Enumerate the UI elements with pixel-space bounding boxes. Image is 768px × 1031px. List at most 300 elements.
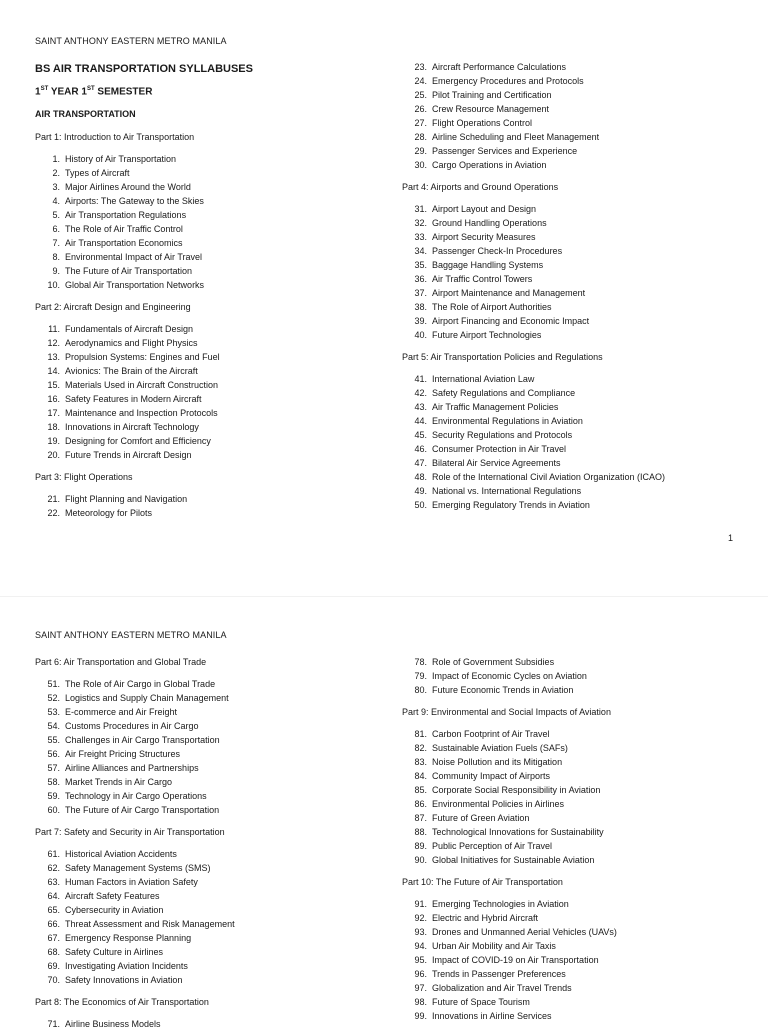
list-item — [35, 775, 395, 789]
list-item — [35, 322, 395, 336]
page-separator — [0, 580, 768, 596]
item-text: Corporate Social Responsibility in Aviation — [432, 785, 601, 795]
item-number: 68. — [47, 947, 60, 957]
document-title: BS AIR TRANSPORTATION SYLLABUSES — [35, 63, 253, 75]
item-number: 50. — [414, 500, 427, 510]
list-item — [35, 250, 395, 264]
list-item — [402, 102, 762, 116]
part-heading: Part 5: Air Transportation Policies and Regulations — [402, 352, 603, 362]
item-text: Security Regulations and Protocols — [432, 430, 573, 440]
item-number: 25. — [414, 90, 427, 100]
list-item — [35, 194, 395, 208]
item-text: Future Trends in Aircraft Design — [65, 450, 192, 460]
item-number: 57. — [47, 763, 60, 773]
item-number: 79. — [414, 671, 427, 681]
item-text: Bilateral Air Service Agreements — [432, 458, 561, 468]
list-item — [402, 60, 762, 74]
item-number: 56. — [47, 749, 60, 759]
page2-left-column — [35, 655, 395, 1031]
item-number: 43. — [414, 402, 427, 412]
item-text: Passenger Services and Experience — [432, 146, 578, 156]
semester-heading: 1ST YEAR 1ST SEMESTER — [35, 86, 153, 98]
list-item — [402, 683, 762, 697]
item-text: Emergency Response Planning — [65, 933, 192, 943]
item-number: 61. — [47, 849, 60, 859]
list-item — [402, 853, 762, 867]
item-number: 52. — [47, 693, 60, 703]
topic-list — [402, 897, 762, 1023]
list-item — [402, 811, 762, 825]
item-text: Safety Regulations and Compliance — [432, 388, 576, 398]
item-text: Market Trends in Air Cargo — [65, 777, 173, 787]
item-text: Urban Air Mobility and Air Taxis — [432, 941, 556, 951]
item-number: 99. — [414, 1011, 427, 1021]
item-text: Emergency Procedures and Protocols — [432, 76, 584, 86]
list-item — [402, 314, 762, 328]
list-item — [35, 973, 395, 987]
item-number: 6. — [52, 224, 60, 234]
item-text: Environmental Policies in Airlines — [432, 799, 565, 809]
item-number: 91. — [414, 899, 427, 909]
list-item — [35, 705, 395, 719]
item-number: 84. — [414, 771, 427, 781]
page1-right-column — [402, 60, 762, 512]
item-text: The Role of Airport Authorities — [432, 302, 552, 312]
item-text: Airport Maintenance and Management — [432, 288, 586, 298]
list-item — [402, 272, 762, 286]
item-number: 4. — [52, 196, 60, 206]
list-item — [402, 414, 762, 428]
page1-left-column — [35, 130, 395, 520]
item-number: 10. — [47, 280, 60, 290]
list-item — [402, 967, 762, 981]
part-heading: Part 10: The Future of Air Transportation — [402, 877, 563, 887]
list-item — [402, 741, 762, 755]
part-heading: Part 4: Airports and Ground Operations — [402, 182, 559, 192]
item-text: Baggage Handling Systems — [432, 260, 544, 270]
item-text: The Role of Air Traffic Control — [65, 224, 183, 234]
list-item — [402, 442, 762, 456]
list-item — [35, 208, 395, 222]
list-item — [402, 286, 762, 300]
topic-list — [402, 655, 762, 697]
item-number: 26. — [414, 104, 427, 114]
list-item — [35, 747, 395, 761]
item-number: 59. — [47, 791, 60, 801]
item-number: 31. — [414, 204, 427, 214]
list-item — [402, 386, 762, 400]
item-number: 55. — [47, 735, 60, 745]
item-number: 83. — [414, 757, 427, 767]
item-text: Aerodynamics and Flight Physics — [65, 338, 198, 348]
list-item — [402, 939, 762, 953]
item-number: 34. — [414, 246, 427, 256]
list-item — [402, 456, 762, 470]
item-text: E-commerce and Air Freight — [65, 707, 178, 717]
list-item — [35, 448, 395, 462]
item-text: Customs Procedures in Air Cargo — [65, 721, 199, 731]
list-item — [402, 216, 762, 230]
list-item — [402, 130, 762, 144]
item-number: 51. — [47, 679, 60, 689]
item-text: Impact of Economic Cycles on Aviation — [432, 671, 587, 681]
list-item — [35, 406, 395, 420]
list-item — [35, 278, 395, 292]
item-number: 88. — [414, 827, 427, 837]
item-number: 46. — [414, 444, 427, 454]
item-number: 89. — [414, 841, 427, 851]
page-header: SAINT ANTHONY EASTERN METRO MANILA — [35, 36, 227, 46]
item-number: 95. — [414, 955, 427, 965]
item-text: Aircraft Safety Features — [65, 891, 160, 901]
list-item — [402, 825, 762, 839]
list-item — [35, 166, 395, 180]
part-heading: Part 1: Introduction to Air Transportation — [35, 132, 195, 142]
list-item — [402, 995, 762, 1009]
topic-list — [35, 322, 395, 462]
item-text: Emerging Regulatory Trends in Aviation — [432, 500, 590, 510]
list-item — [402, 655, 762, 669]
list-item — [402, 727, 762, 741]
item-text: Trends in Passenger Preferences — [432, 969, 566, 979]
document-page-2 — [0, 596, 768, 1029]
item-text: Consumer Protection in Air Travel — [432, 444, 567, 454]
list-item — [35, 931, 395, 945]
item-text: Air Transportation Economics — [65, 238, 183, 248]
list-item — [402, 328, 762, 342]
list-item — [35, 803, 395, 817]
item-number: 58. — [47, 777, 60, 787]
item-number: 28. — [414, 132, 427, 142]
item-number: 40. — [414, 330, 427, 340]
list-item — [35, 861, 395, 875]
item-number: 63. — [47, 877, 60, 887]
item-number: 21. — [47, 494, 60, 504]
item-text: Air Traffic Control Towers — [432, 274, 533, 284]
item-text: Future Economic Trends in Aviation — [432, 685, 574, 695]
item-text: Air Transportation Regulations — [65, 210, 187, 220]
list-item — [35, 434, 395, 448]
part-heading: Part 9: Environmental and Social Impacts of Aviation — [402, 707, 611, 717]
topic-list — [35, 1017, 395, 1031]
item-text: Drones and Unmanned Aerial Vehicles (UAVs) — [432, 927, 617, 937]
item-text: Types of Aircraft — [65, 168, 130, 178]
item-number: 33. — [414, 232, 427, 242]
topic-list — [35, 847, 395, 987]
item-text: Technological Innovations for Sustainability — [432, 827, 604, 837]
item-number: 3. — [52, 182, 60, 192]
item-number: 18. — [47, 422, 60, 432]
list-item — [402, 144, 762, 158]
item-text: Aircraft Performance Calculations — [432, 62, 567, 72]
list-item — [35, 889, 395, 903]
list-item — [35, 847, 395, 861]
list-item — [35, 733, 395, 747]
item-text: Sustainable Aviation Fuels (SAFs) — [432, 743, 568, 753]
list-item — [35, 336, 395, 350]
item-text: Airport Financing and Economic Impact — [432, 316, 590, 326]
part-heading: Part 2: Aircraft Design and Engineering — [35, 302, 191, 312]
item-text: Maintenance and Inspection Protocols — [65, 408, 218, 418]
item-text: Safety Features in Modern Aircraft — [65, 394, 202, 404]
topic-list — [402, 727, 762, 867]
list-item — [402, 953, 762, 967]
item-text: Noise Pollution and its Mitigation — [432, 757, 563, 767]
list-item — [402, 925, 762, 939]
list-item — [35, 761, 395, 775]
list-item — [35, 506, 395, 520]
item-number: 85. — [414, 785, 427, 795]
item-number: 17. — [47, 408, 60, 418]
item-text: Propulsion Systems: Engines and Fuel — [65, 352, 220, 362]
part-heading: Part 6: Air Transportation and Global Trade — [35, 657, 207, 667]
item-text: Ground Handling Operations — [432, 218, 547, 228]
item-number: 62. — [47, 863, 60, 873]
page2-right-column — [402, 655, 762, 1023]
topic-list — [35, 152, 395, 292]
item-text: Logistics and Supply Chain Management — [65, 693, 229, 703]
list-item — [35, 420, 395, 434]
list-item — [402, 1009, 762, 1023]
item-number: 13. — [47, 352, 60, 362]
course-heading: AIR TRANSPORTATION — [35, 109, 136, 119]
item-number: 45. — [414, 430, 427, 440]
item-text: Threat Assessment and Risk Management — [65, 919, 235, 929]
item-number: 66. — [47, 919, 60, 929]
item-number: 60. — [47, 805, 60, 815]
item-text: The Future of Air Cargo Transportation — [65, 805, 220, 815]
item-text: Role of the International Civil Aviation Organization (ICAO) — [432, 472, 665, 482]
item-number: 81. — [414, 729, 427, 739]
item-number: 35. — [414, 260, 427, 270]
item-number: 70. — [47, 975, 60, 985]
item-number: 8. — [52, 252, 60, 262]
item-number: 82. — [414, 743, 427, 753]
item-number: 96. — [414, 969, 427, 979]
item-text: Major Airlines Around the World — [65, 182, 191, 192]
item-number: 92. — [414, 913, 427, 923]
topic-list — [402, 60, 762, 172]
item-text: Future of Green Aviation — [432, 813, 530, 823]
item-number: 71. — [47, 1019, 60, 1029]
item-text: Safety Management Systems (SMS) — [65, 863, 211, 873]
item-text: Future Airport Technologies — [432, 330, 542, 340]
item-text: Innovations in Aircraft Technology — [65, 422, 199, 432]
item-text: International Aviation Law — [432, 374, 535, 384]
item-text: Fundamentals of Aircraft Design — [65, 324, 194, 334]
list-item — [35, 903, 395, 917]
item-number: 78. — [414, 657, 427, 667]
list-item — [35, 691, 395, 705]
list-item — [402, 911, 762, 925]
item-number: 22. — [47, 508, 60, 518]
list-item — [35, 180, 395, 194]
item-number: 15. — [47, 380, 60, 390]
item-number: 29. — [414, 146, 427, 156]
item-text: The Role of Air Cargo in Global Trade — [65, 679, 216, 689]
item-number: 47. — [414, 458, 427, 468]
item-text: Historical Aviation Accidents — [65, 849, 177, 859]
list-item — [402, 88, 762, 102]
item-text: Cybersecurity in Aviation — [65, 905, 164, 915]
item-number: 48. — [414, 472, 427, 482]
item-number: 42. — [414, 388, 427, 398]
item-text: Meteorology for Pilots — [65, 508, 153, 518]
item-text: Human Factors in Aviation Safety — [65, 877, 198, 887]
list-item — [35, 789, 395, 803]
item-text: Future of Space Tourism — [432, 997, 530, 1007]
list-item — [35, 350, 395, 364]
item-number: 98. — [414, 997, 427, 1007]
item-number: 24. — [414, 76, 427, 86]
item-number: 5. — [52, 210, 60, 220]
item-number: 80. — [414, 685, 427, 695]
list-item — [35, 364, 395, 378]
item-number: 94. — [414, 941, 427, 951]
item-text: Cargo Operations in Aviation — [432, 160, 547, 170]
list-item — [402, 755, 762, 769]
item-text: Safety Innovations in Aviation — [65, 975, 183, 985]
item-number: 44. — [414, 416, 427, 426]
page-number: 1 — [727, 533, 733, 543]
item-text: Environmental Impact of Air Travel — [65, 252, 203, 262]
part-heading: Part 3: Flight Operations — [35, 472, 133, 482]
item-number: 30. — [414, 160, 427, 170]
item-text: Airports: The Gateway to the Skies — [65, 196, 204, 206]
item-text: Flight Operations Control — [432, 118, 533, 128]
item-text: Emerging Technologies in Aviation — [432, 899, 569, 909]
list-item — [402, 839, 762, 853]
list-item — [402, 470, 762, 484]
item-text: Technology in Air Cargo Operations — [65, 791, 207, 801]
item-number: 39. — [414, 316, 427, 326]
item-number: 53. — [47, 707, 60, 717]
item-number: 90. — [414, 855, 427, 865]
item-text: Impact of COVID-19 on Air Transportation — [432, 955, 599, 965]
item-text: Role of Government Subsidies — [432, 657, 555, 667]
list-item — [402, 300, 762, 314]
item-text: Airline Business Models — [65, 1019, 161, 1029]
item-number: 67. — [47, 933, 60, 943]
list-item — [402, 769, 762, 783]
item-text: Global Air Transportation Networks — [65, 280, 205, 290]
list-item — [35, 152, 395, 166]
list-item — [35, 378, 395, 392]
item-text: Innovations in Airline Services — [432, 1011, 552, 1021]
item-text: Air Freight Pricing Structures — [65, 749, 181, 759]
item-number: 32. — [414, 218, 427, 228]
list-item — [402, 400, 762, 414]
item-text: Carbon Footprint of Air Travel — [432, 729, 550, 739]
page-header: SAINT ANTHONY EASTERN METRO MANILA — [35, 630, 227, 640]
list-item — [35, 222, 395, 236]
item-number: 36. — [414, 274, 427, 284]
list-item — [402, 158, 762, 172]
list-item — [402, 498, 762, 512]
item-number: 49. — [414, 486, 427, 496]
item-number: 7. — [52, 238, 60, 248]
topic-list — [402, 202, 762, 342]
list-item — [35, 264, 395, 278]
item-number: 97. — [414, 983, 427, 993]
list-item — [402, 372, 762, 386]
item-text: Designing for Comfort and Efficiency — [65, 436, 211, 446]
item-text: National vs. International Regulations — [432, 486, 582, 496]
item-number: 12. — [47, 338, 60, 348]
list-item — [35, 392, 395, 406]
list-item — [402, 74, 762, 88]
topic-list — [402, 372, 762, 512]
item-text: Electric and Hybrid Aircraft — [432, 913, 539, 923]
topic-list — [35, 492, 395, 520]
list-item — [35, 959, 395, 973]
list-item — [402, 897, 762, 911]
list-item — [35, 492, 395, 506]
part-heading: Part 7: Safety and Security in Air Transportation — [35, 827, 225, 837]
item-text: Pilot Training and Certification — [432, 90, 552, 100]
item-number: 65. — [47, 905, 60, 915]
item-text: Crew Resource Management — [432, 104, 550, 114]
list-item — [35, 875, 395, 889]
item-text: Avionics: The Brain of the Aircraft — [65, 366, 198, 376]
item-number: 54. — [47, 721, 60, 731]
list-item — [402, 230, 762, 244]
item-text: Global Initiatives for Sustainable Aviation — [432, 855, 595, 865]
item-number: 1. — [52, 154, 60, 164]
topic-list — [35, 677, 395, 817]
item-number: 38. — [414, 302, 427, 312]
list-item — [35, 917, 395, 931]
item-text: Air Traffic Management Policies — [432, 402, 559, 412]
item-number: 11. — [48, 324, 60, 334]
list-item — [35, 719, 395, 733]
item-number: 86. — [414, 799, 427, 809]
list-item — [402, 783, 762, 797]
item-number: 87. — [414, 813, 427, 823]
item-number: 20. — [47, 450, 60, 460]
list-item — [402, 202, 762, 216]
item-text: Passenger Check-In Procedures — [432, 246, 563, 256]
list-item — [35, 677, 395, 691]
item-text: Airport Security Measures — [432, 232, 536, 242]
list-item — [35, 945, 395, 959]
list-item — [35, 236, 395, 250]
item-number: 23. — [414, 62, 427, 72]
list-item — [35, 1017, 395, 1031]
list-item — [402, 669, 762, 683]
item-text: History of Air Transportation — [65, 154, 177, 164]
list-item — [402, 981, 762, 995]
item-text: Airport Layout and Design — [432, 204, 537, 214]
list-item — [402, 428, 762, 442]
item-text: Materials Used in Aircraft Construction — [65, 380, 219, 390]
item-number: 14. — [47, 366, 60, 376]
list-item — [402, 484, 762, 498]
list-item — [402, 258, 762, 272]
list-item — [402, 244, 762, 258]
item-number: 64. — [47, 891, 60, 901]
item-text: Airline Alliances and Partnerships — [65, 763, 199, 773]
item-number: 93. — [414, 927, 427, 937]
item-text: Environmental Regulations in Aviation — [432, 416, 583, 426]
item-text: Challenges in Air Cargo Transportation — [65, 735, 220, 745]
item-number: 69. — [47, 961, 60, 971]
item-text: Safety Culture in Airlines — [65, 947, 164, 957]
list-item — [402, 116, 762, 130]
item-text: Flight Planning and Navigation — [65, 494, 188, 504]
item-text: Globalization and Air Travel Trends — [432, 983, 572, 993]
part-heading: Part 8: The Economics of Air Transportation — [35, 997, 209, 1007]
